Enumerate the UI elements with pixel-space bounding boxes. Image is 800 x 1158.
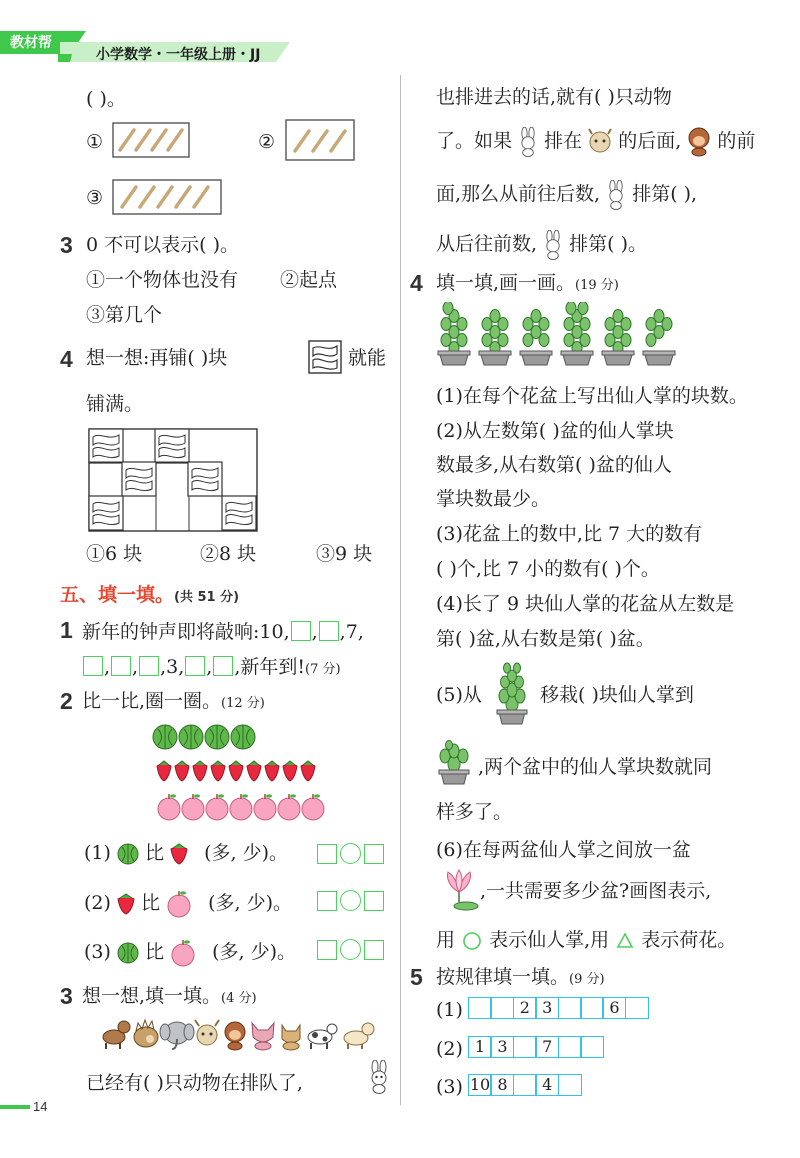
right-question-4-points: (19 分): [575, 278, 619, 293]
apple-row: [157, 793, 325, 825]
compare-3: [84, 939, 296, 967]
right-line-2-b: 排在: [544, 130, 583, 152]
answer-box[interactable]: [213, 656, 233, 676]
cactus-pot: [479, 310, 511, 366]
right-line-2-a: 了。如果: [436, 130, 513, 152]
fill-3-text: 想一想,填一填。: [82, 985, 222, 1007]
cactus-9-icon: [494, 662, 530, 730]
sequence-3-label: (3): [436, 1076, 463, 1098]
compare-2-than: 比: [141, 892, 161, 914]
sequence-cell: 3: [535, 997, 559, 1019]
fill-3-number: 3: [60, 983, 73, 1009]
part-3-line-a: (3)花盆上的数中,比 7 大的数有: [436, 523, 703, 545]
fill-1-text-a: 新年的钟声即将敲响:10,: [82, 621, 290, 643]
fill-1-line-2: , , ,3, , ,新年到!(7 分): [82, 656, 341, 677]
section-5-points: (共 51 分): [174, 590, 240, 605]
part-4-line-b: 第( )盆,从右数是第( )盆。: [436, 628, 655, 650]
fill-1-text-b: ,7,: [339, 621, 364, 643]
part-4-line-a: (4)长了 9 块仙人掌的花盆从左数是: [436, 593, 735, 615]
q2-option-1-label: ①: [86, 131, 104, 153]
rabbit-icon: [606, 180, 626, 210]
cow-icon: [308, 1024, 337, 1049]
strawberry-icon: [170, 843, 188, 865]
fill-2-number: 2: [60, 688, 73, 714]
cactus-5-icon: [436, 740, 472, 790]
answer-box[interactable]: [185, 656, 205, 676]
right-line-2: [436, 127, 755, 157]
compare-2: [84, 890, 292, 918]
fill-1-line-1: 新年的钟声即将敲响:10, , ,7,: [82, 621, 364, 643]
answer-box[interactable]: [317, 891, 337, 911]
fill-2-heading: [82, 692, 265, 711]
question-4-text-a: 想一想:再铺( )块: [86, 347, 228, 369]
tile-grid: [88, 428, 258, 536]
sequence-cell: 7: [535, 1036, 559, 1058]
part-2-line-b: 数最多,从右数第( )盆的仙人: [436, 454, 672, 476]
answer-box[interactable]: [364, 891, 384, 911]
part-6-line-c: [436, 930, 736, 952]
part-1: (1)在每个花盆上写出仙人掌的块数。: [436, 385, 748, 407]
fill-1-text-c: ,3,: [160, 656, 185, 678]
cat-icon: [282, 1025, 300, 1050]
q4-option-1: ①6 块: [86, 543, 143, 565]
sequence-cell: 10: [469, 1075, 491, 1094]
goat-icon: [588, 128, 612, 156]
q2-option-3-label: ③: [86, 187, 104, 209]
answer-box[interactable]: [139, 656, 159, 676]
right-line-2-c: 的后面,: [618, 130, 682, 152]
cactus-pot: [602, 310, 634, 366]
watermelon-icon: [117, 843, 139, 865]
answer-box[interactable]: [319, 621, 339, 641]
right-line-3-a: 面,那么从前往后数,: [436, 183, 601, 205]
right-question-5-number: 5: [410, 964, 423, 990]
cactus-pot: [520, 310, 552, 366]
sequence-cell: 6: [602, 997, 626, 1019]
goat-icon: [195, 1020, 219, 1045]
fill-1-points: (7 分): [305, 662, 341, 677]
horse-icon: [103, 1021, 130, 1049]
part-2-line-c: 掌块数最少。: [436, 488, 551, 510]
right-line-4-b: 排第( )。: [569, 233, 648, 255]
compare-1-than: 比: [145, 842, 165, 864]
rabbit-icon: [518, 127, 538, 157]
sequence-cell[interactable]: [490, 997, 514, 1019]
sequence-cell: 1: [468, 1036, 492, 1058]
part-6-line-a: (6)在每两盆仙人掌之间放一盆: [436, 839, 691, 861]
q4-option-2: ②8 块: [200, 543, 257, 565]
right-question-5-heading: [436, 968, 605, 987]
answer-box[interactable]: [111, 656, 131, 676]
right-line-3: [436, 180, 697, 210]
cactus-pot: [561, 302, 593, 365]
apple-icon: [170, 939, 196, 967]
part-6-lotus-symbol: 表示荷花。: [641, 929, 737, 951]
part-2-line-a: (2)从左数第( )盆的仙人掌块: [436, 420, 674, 442]
column-divider: [400, 75, 401, 1105]
sequence-cell: 2: [513, 997, 537, 1019]
monkey-icon: [225, 1022, 245, 1050]
right-question-4-number: 4: [410, 270, 423, 296]
sequence-cell[interactable]: [580, 1036, 604, 1058]
dog-icon: [344, 1023, 374, 1049]
rabbit-icon: [368, 1060, 390, 1098]
q3-option-3: ③第几个: [86, 304, 163, 326]
triangle-symbol-icon: [615, 931, 635, 951]
elephant-icon: [160, 1022, 194, 1049]
watermelon-row: [152, 724, 256, 754]
question-4-text-c: 铺满。: [86, 393, 144, 415]
rabbit-icon: [543, 230, 563, 260]
sequence-cell[interactable]: [625, 997, 649, 1019]
question-3-text: 0 不可以表示( )。: [86, 234, 239, 256]
sequence-2-label: (2): [436, 1038, 463, 1060]
cactus-row: [436, 302, 686, 370]
part-5-line-d: 样多了。: [436, 801, 513, 823]
right-line-4-a: 从后往前数,: [436, 233, 538, 255]
sequence-cell[interactable]: [580, 997, 604, 1019]
sequence-cell: 8: [490, 1074, 514, 1096]
answer-box[interactable]: [317, 940, 337, 960]
right-line-4: [436, 230, 647, 260]
q3-option-2: ②起点: [280, 269, 338, 291]
cactus-pots: [436, 302, 686, 366]
q3-option-1: ①一个物体也没有: [86, 269, 239, 291]
compare-3-than: 比: [145, 941, 165, 963]
compare-2-answer: [316, 890, 385, 912]
lotus-icon: [436, 868, 482, 916]
right-question-4-heading: [436, 274, 619, 293]
apple-icon: [166, 890, 192, 918]
right-line-3-b: 排第( ),: [632, 183, 698, 205]
answer-circle[interactable]: [340, 939, 361, 960]
bones-3-icon: [285, 119, 355, 165]
compare-1-answer: [316, 843, 385, 865]
question-4-number: 4: [60, 346, 73, 372]
fill-1-number: 1: [60, 617, 73, 643]
part-5-line-a: [436, 686, 482, 705]
fill-2-points: (12 分): [221, 696, 265, 711]
tile-icon: [308, 340, 342, 378]
part-6-use: 用: [436, 929, 456, 951]
strawberry-row: [155, 760, 323, 786]
right-question-4-text: 填一填,画一画。: [436, 272, 576, 294]
bones-4-icon: [112, 122, 190, 162]
circle-symbol-icon: [461, 930, 483, 952]
compare-2-label: (2): [84, 892, 111, 914]
monkey-icon: [687, 127, 711, 157]
answer-box[interactable]: [317, 844, 337, 864]
right-line-2-d: 的前: [717, 130, 756, 152]
answer-box[interactable]: [364, 940, 384, 960]
animal-queue: [100, 1015, 378, 1055]
q4-option-3: ③9 块: [316, 543, 373, 565]
footer-bar: [0, 1105, 30, 1109]
fox-icon: [252, 1023, 274, 1050]
compare-1-choice: (多, 少)。: [204, 842, 289, 864]
question-4-text-b: 就能: [348, 347, 387, 369]
compare-3-choice: (多, 少)。: [212, 941, 297, 963]
section-5-title: 五、填一填。: [60, 584, 175, 606]
sequence-3: [468, 1074, 580, 1096]
answer-circle[interactable]: [340, 843, 361, 864]
sequence-2: [468, 1036, 602, 1058]
sequence-cell: 4: [535, 1074, 559, 1096]
book-title: 小学数学・一年级上册・JJ: [96, 47, 261, 63]
compare-1: [84, 843, 288, 865]
right-question-5-points: (9 分): [569, 972, 605, 987]
part-6-line-b: ,一共需要多少盆?画图表示,: [480, 880, 712, 902]
sequence-cell: 3: [490, 1036, 514, 1058]
sequence-cell[interactable]: [513, 1036, 537, 1058]
answer-box[interactable]: [83, 656, 103, 676]
sequence-1: [468, 997, 647, 1019]
fill-3-heading: [82, 987, 257, 1006]
fill-3-points: (4 分): [221, 991, 257, 1006]
sequence-cell[interactable]: [513, 1074, 537, 1096]
compare-3-answer: [316, 939, 385, 961]
answer-box[interactable]: [364, 844, 384, 864]
part-6-cactus-symbol: 表示仙人掌,用: [489, 929, 610, 951]
answer-box[interactable]: [291, 621, 311, 641]
part-5-line-c: ,两个盆中的仙人掌块数就同: [478, 756, 713, 778]
cactus-pot: [438, 302, 470, 365]
sequence-cell[interactable]: [468, 997, 492, 1019]
page-number: 14: [33, 1099, 48, 1114]
watermelon-icon: [117, 942, 139, 964]
part-5-move: 移栽( )块仙人掌到: [540, 684, 694, 706]
sequence-cell[interactable]: [558, 1074, 582, 1096]
compare-1-label: (1): [84, 842, 111, 864]
right-line-1: 也排进去的话,就有( )只动物: [436, 86, 672, 108]
section-5-heading: [60, 580, 239, 607]
fill-3-line: 已经有( )只动物在排队了,: [86, 1072, 303, 1094]
fill-2-text: 比一比,圈一圈。: [82, 690, 222, 712]
question-3-number: 3: [60, 232, 73, 258]
cactus-pot: [643, 310, 675, 366]
right-question-5-text: 按规律填一填。: [436, 966, 570, 988]
compare-3-label: (3): [84, 941, 111, 963]
q2-continuation: ( )。: [86, 88, 126, 110]
answer-circle[interactable]: [340, 890, 361, 911]
sequence-1-label: (1): [436, 999, 463, 1021]
hedgehog-icon: [134, 1020, 158, 1047]
sequence-cell[interactable]: [558, 1036, 582, 1058]
header-badge: 教材帮: [10, 35, 52, 51]
bones-5-icon: [112, 179, 222, 219]
compare-2-choice: (多, 少)。: [208, 892, 293, 914]
part-3-line-b: ( )个,比 7 小的数有( )个。: [436, 558, 660, 580]
sequence-cell[interactable]: [558, 997, 582, 1019]
strawberry-icon: [117, 893, 135, 915]
part-5-from: (5)从: [436, 684, 482, 706]
q2-option-2-label: ②: [258, 131, 276, 153]
fill-1-text-d: ,新年到!: [234, 656, 305, 678]
